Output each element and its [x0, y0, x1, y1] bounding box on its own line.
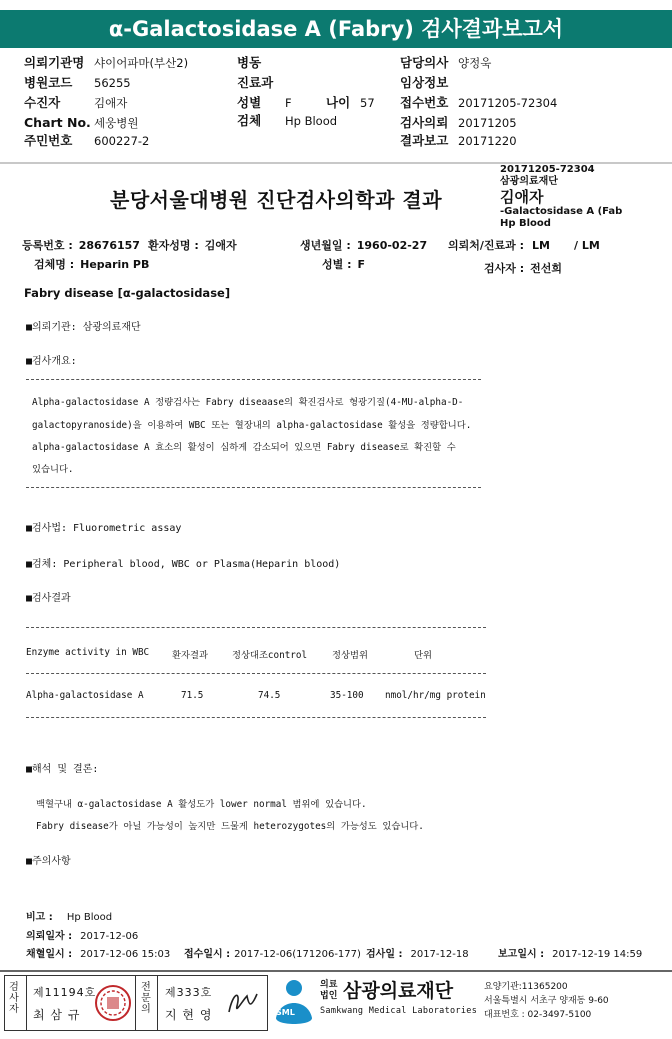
header-value: 56255 — [94, 76, 131, 90]
header-label: 진료과 — [237, 75, 274, 90]
foot-value: 2017-12-06 — [80, 931, 139, 942]
overview-heading: ■검사개요: — [26, 356, 77, 367]
foot-label: 검사일 : — [366, 949, 403, 960]
info-value: F — [357, 258, 365, 271]
test-date — [366, 945, 469, 960]
header-value: 57 — [360, 96, 375, 110]
table-cell: Alpha-galactosidase A — [26, 690, 144, 701]
signature-icon — [223, 986, 263, 1020]
report-datetime — [498, 945, 642, 960]
dashed-rule — [26, 627, 486, 628]
specimen-name — [34, 256, 149, 272]
info-value: 김애자 — [204, 239, 237, 252]
requesting-org: ■의뢰기관: 삼광의료재단 — [26, 322, 141, 333]
foot-value: 2017-12-18 — [410, 949, 469, 960]
header-value: 양정욱 — [458, 56, 492, 70]
header-value: Hp Blood — [285, 114, 338, 128]
info-label: 검사자 : — [484, 262, 525, 275]
header-label: 임상정보 — [400, 75, 449, 90]
examiner-license-no: 제11194호 — [33, 986, 97, 999]
header-label: 결과보고 — [400, 133, 449, 148]
title-bar — [0, 0, 672, 60]
date-of-birth — [300, 237, 427, 253]
foot-value: 2017-12-19 14:59 — [552, 949, 643, 960]
foot-value: 2017-12-06(171206-177) — [234, 949, 361, 960]
box-divider — [26, 976, 27, 1030]
header-value: 세웅병원 — [94, 116, 139, 130]
dashed-rule — [26, 717, 486, 718]
header-label: 병원코드 — [24, 75, 73, 90]
header-value: 샤이어파마(부산2) — [94, 56, 189, 70]
header-label: 주민번호 — [24, 133, 73, 148]
header-value: 20171220 — [458, 134, 517, 148]
header-value: 20171205 — [458, 116, 517, 130]
sex — [322, 256, 365, 272]
specialist-license-no: 제333호 — [165, 986, 213, 999]
phone: 대표번호 : 02-3497-5100 — [484, 1010, 592, 1020]
report-title: α-Galactosidase A (Fabry) 검사결과보고서 — [0, 10, 672, 48]
patient-name — [148, 237, 237, 253]
info-value: LM — [532, 239, 550, 252]
box-divider — [157, 976, 158, 1030]
table-header-cell: 정상대조control — [232, 650, 308, 661]
header-label: 검체 — [237, 113, 262, 128]
corp-type-line: 법인 — [320, 991, 338, 1001]
vertical-char: 의 — [141, 1004, 151, 1015]
report-header — [0, 52, 672, 164]
table-cell: 35-100 — [330, 690, 364, 701]
specialist-name: 지 현 영 — [165, 1008, 213, 1022]
logo-badge: SML — [276, 1008, 295, 1017]
interpretation-line: 백혈구내 α-galactosidase A 활성도가 lower normal 범위에 있습니다. — [36, 799, 367, 810]
info-value: Heparin PB — [80, 258, 150, 271]
registration-number — [22, 237, 140, 253]
result-heading: ■검사결과 — [26, 593, 71, 604]
header-label: 수진자 — [24, 95, 61, 110]
examiner — [484, 260, 562, 276]
corp-type — [320, 980, 337, 1002]
signature-box — [4, 975, 268, 1031]
corp-name: 삼광의료재단 — [343, 980, 454, 1002]
info-value: 전선희 — [530, 262, 562, 275]
interpretation-heading: ■해석 및 결론: — [26, 764, 99, 775]
lab-report — [0, 164, 672, 970]
institution-code: 요양기관:11365200 — [484, 982, 568, 992]
corner-lab-name: 삼광의료재단 — [500, 176, 558, 187]
corner-patient-name: 김애자 — [500, 188, 544, 206]
table-cell: nmol/hr/mg protein — [385, 690, 486, 701]
foot-label: 의뢰일자 : — [26, 931, 73, 942]
note — [26, 908, 112, 923]
corner-receipt-no: 20171205-72304 — [500, 164, 595, 175]
header-label: 담당의사 — [400, 55, 449, 70]
overview-line: galactopyranoside)을 이용하여 WBC 또는 혈장내의 alpha-galactosidase 활성을 정량합니다. — [32, 420, 472, 431]
test-name: Fabry disease [α-galactosidase] — [24, 286, 231, 300]
header-label: 접수번호 — [400, 95, 449, 110]
hospital-title: 분당서울대병원 진단검사의학과 결과 — [110, 188, 443, 212]
corp-contact — [484, 980, 609, 1022]
header-value: 김애자 — [94, 96, 128, 110]
specimen-type: ■검체: Peripheral blood, WBC or Plasma(Heparin blood) — [26, 559, 341, 570]
foot-label: 접수일시 : — [184, 949, 231, 960]
dashed-rule — [26, 673, 486, 674]
foot-label: 채혈일시 : — [26, 949, 73, 960]
info-label: 의뢰처/진료과 : — [448, 239, 525, 252]
corner-test-name: -Galactosidase A (Fab — [500, 206, 623, 217]
vertical-char: 문 — [141, 993, 151, 1004]
header-value: 600227-2 — [94, 134, 150, 148]
vertical-char: 자 — [9, 1004, 19, 1015]
foot-value: Hp Blood — [66, 912, 113, 923]
vertical-char: 사 — [9, 993, 19, 1004]
foot-label: 보고일시 : — [498, 949, 545, 960]
corner-label — [500, 164, 622, 230]
interpretation-line: Fabry disease가 아닐 가능성이 높지만 드물게 heterozygotes의 가능성도 있습니다. — [36, 821, 424, 832]
info-value: / LM — [573, 239, 600, 252]
info-value: 1960-02-27 — [356, 239, 428, 252]
header-label: 성별 — [237, 95, 262, 110]
info-label: 등록번호 : — [22, 239, 73, 252]
collection-datetime — [26, 945, 170, 960]
vertical-char: 전 — [141, 982, 151, 993]
request-date — [26, 927, 138, 942]
table-header-cell: 정상범위 — [332, 650, 368, 661]
info-label: 성별 : — [322, 258, 352, 271]
header-label: 검사의뢰 — [400, 115, 449, 130]
info-value: 28676157 — [78, 239, 140, 252]
table-cell: 74.5 — [258, 690, 281, 701]
header-value: 20171205-72304 — [458, 96, 558, 110]
info-label: 생년월일 : — [300, 239, 351, 252]
dashed-rule — [26, 487, 481, 488]
info-label: 환자성명 : — [148, 239, 199, 252]
foot-value: 2017-12-06 15:03 — [80, 949, 171, 960]
header-value: F — [285, 96, 292, 110]
signature-strip — [0, 970, 672, 1039]
corp-type-line: 의료 — [320, 980, 338, 990]
header-label: 의뢰기관명 — [24, 55, 85, 70]
table-header-cell: Enzyme activity in WBC — [26, 647, 150, 658]
corner-specimen: Hp Blood — [500, 218, 551, 229]
overview-line: Alpha-galactosidase A 정량검사는 Fabry diseaase의 확진검사로 형광기질(4-MU-alpha-D- — [32, 397, 464, 408]
specialist-vertical-label — [139, 982, 153, 1015]
foot-label: 비고 : — [26, 912, 53, 923]
table-cell: 71.5 — [181, 690, 204, 701]
method: ■검사법: Fluorometric assay — [26, 523, 182, 534]
examiner-vertical-label — [7, 982, 21, 1015]
caution-heading: ■주의사항 — [26, 856, 71, 867]
header-label: 병동 — [237, 55, 262, 70]
box-divider — [135, 976, 136, 1030]
vertical-char: 검 — [9, 982, 19, 993]
requesting-department — [448, 237, 600, 253]
red-seal-icon — [93, 982, 133, 1024]
header-label: 나이 — [326, 95, 351, 110]
dashed-rule — [26, 379, 481, 380]
info-label: 검체명 : — [34, 258, 75, 271]
receipt-datetime — [184, 945, 361, 960]
table-header-cell: 환자결과 — [172, 650, 208, 661]
table-header-cell: 단위 — [414, 650, 432, 661]
sml-logo-icon — [272, 978, 316, 1030]
header-label: Chart No. — [24, 115, 91, 130]
examiner-name: 최 삼 규 — [33, 1008, 81, 1022]
overview-line: alpha-galactosidase A 효소의 활성이 심하게 감소되어 있으면 Fabry disease로 확진할 수 — [32, 442, 456, 453]
address: 서울특별시 서초구 양재동 9-60 — [484, 996, 609, 1006]
corp-english-name: Samkwang Medical Laboratories — [320, 1006, 478, 1016]
overview-line: 있습니다. — [32, 464, 74, 475]
